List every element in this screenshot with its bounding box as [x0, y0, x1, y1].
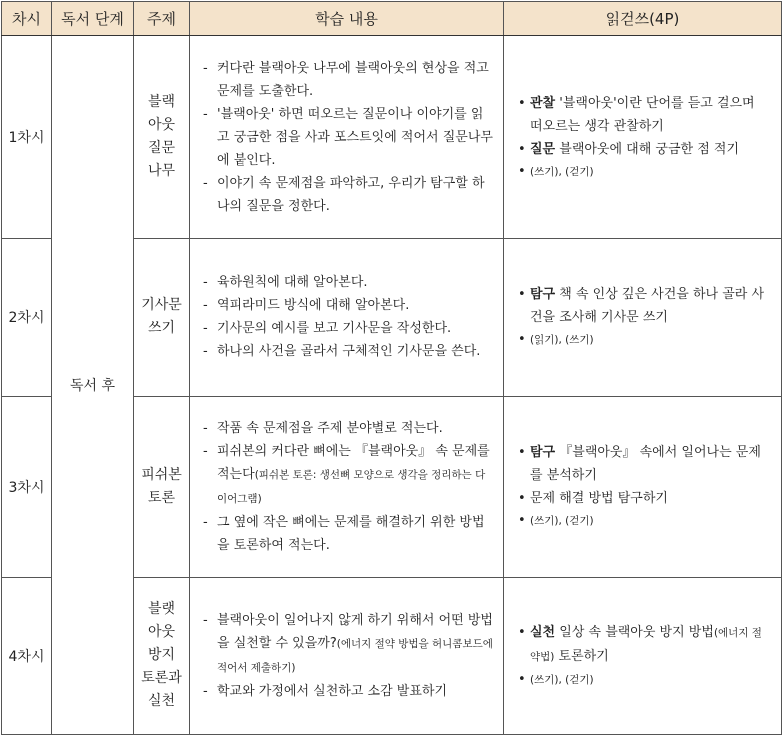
- topic-line: 토론: [147, 489, 176, 506]
- content-note: (에너지 절약 방법을 허니콤보드에 적어서 제출하기): [217, 637, 493, 674]
- content-text: 그 옆에 작은 뼈에는 문제를 해결하기 위한 방법을 토론하여 적는다.: [217, 514, 485, 553]
- content-item: [202, 172, 493, 218]
- content-text: 하나의 사건을 골라서 구체적인 기사문을 쓴다.: [217, 344, 481, 360]
- header-stage: 독서 단계: [52, 2, 134, 36]
- skill-cell: [504, 577, 782, 734]
- skill-item: [518, 92, 771, 138]
- session-cell: 3차시: [2, 396, 52, 577]
- content-text: 이야기 속 문제점을 파악하고, 우리가 탐구할 하나의 질문을 정한다.: [217, 175, 485, 214]
- skill-list: [518, 621, 771, 669]
- content-text: 학교와 가정에서 실천하고 소감 발표하기: [217, 683, 448, 699]
- content-text: 역피라미드 방식에 대해 알아본다.: [217, 298, 410, 314]
- content-item: [202, 340, 493, 363]
- lesson-plan-table: [1, 1, 782, 735]
- skill-cell: [504, 239, 782, 396]
- content-item: [202, 511, 493, 557]
- topic-line: 질문: [147, 140, 176, 157]
- content-item: [202, 271, 493, 294]
- header-skill: 읽걷쓰(4P): [504, 2, 782, 36]
- content-list: [202, 57, 493, 218]
- content-list: [202, 417, 493, 557]
- session-cell: 1차시: [2, 36, 52, 239]
- header-content: 학습 내용: [190, 2, 504, 36]
- skill-text: 블랙아웃에 대해 궁금한 점 적기: [555, 141, 740, 157]
- skill-list: [518, 92, 771, 161]
- skill-cell: [504, 36, 782, 239]
- skill-note: • (쓰기), (걷기): [518, 161, 771, 183]
- skill-item: [518, 138, 771, 161]
- session-cell: 4차시: [2, 577, 52, 734]
- header-topic: 주제: [134, 2, 190, 36]
- skill-item: [518, 621, 771, 669]
- skill-keyword: 실천: [530, 624, 556, 640]
- topic-line: 블랫: [147, 601, 176, 618]
- skill-note: • (읽기), (쓰기): [518, 329, 771, 351]
- skill-item: [518, 283, 771, 329]
- content-text: 커다란 블랙아웃 나무에 블랙아웃의 현상을 적고 문제를 도출한다.: [217, 60, 489, 99]
- content-item: [202, 57, 493, 103]
- skill-keyword: 탐구: [530, 287, 556, 303]
- content-item: [202, 680, 493, 703]
- skill-item: [518, 441, 771, 487]
- skill-note: • (쓰기), (걷기): [518, 669, 771, 691]
- content-text: 작품 속 문제점을 주제 분야별로 적는다.: [217, 420, 443, 436]
- skill-list: [518, 283, 771, 329]
- content-item: [202, 440, 493, 511]
- content-cell: [190, 36, 504, 239]
- skill-list: [518, 441, 771, 510]
- skill-text: 일상 속 블랙아웃 방지 방법: [555, 624, 714, 640]
- content-cell: [190, 239, 504, 396]
- topic-line: 아웃: [147, 624, 176, 641]
- topic-line: 나무: [147, 163, 176, 180]
- content-item: [202, 417, 493, 440]
- topic-line: 기사문: [141, 297, 182, 314]
- topic-cell: [134, 396, 190, 577]
- content-cell: [190, 577, 504, 734]
- topic-line: 실천: [147, 693, 176, 710]
- content-text: 피쉬본의 커다란 뼈에는 『블랙아웃』 속 문제를 적는다: [217, 443, 490, 482]
- header-session: 차시: [2, 2, 52, 36]
- topic-line: 아웃: [147, 117, 176, 134]
- content-cell: [190, 396, 504, 577]
- header-row: [2, 2, 782, 36]
- skill-small: (에너지 절약법): [530, 626, 762, 663]
- content-item: [202, 317, 493, 340]
- content-text: 육하원칙에 대해 알아본다.: [217, 275, 368, 291]
- content-item: [202, 294, 493, 317]
- content-list: [202, 271, 493, 363]
- topic-line: 피쉬본: [141, 466, 182, 483]
- skill-tail: 토론하기: [554, 648, 609, 664]
- content-text: '블랙아웃' 하면 떠오르는 질문이나 이야기를 읽고 궁금한 점을 사과 포스트잇에 적어서 질문나무에 붙인다.: [217, 106, 493, 168]
- content-text: 기사문의 예시를 보고 기사문을 작성한다.: [217, 321, 452, 337]
- content-item: [202, 103, 493, 172]
- content-list: [202, 609, 493, 703]
- table-row: [2, 36, 782, 239]
- skill-text: 책 속 인상 깊은 사건을 하나 골라 사건을 조사해 기사문 쓰기: [530, 287, 764, 326]
- content-text: 블랙아웃이 일어나지 않게 하기 위해서 어떤 방법을 실천할 수 있을까?: [217, 612, 493, 651]
- topic-line: 방지: [147, 647, 176, 664]
- skill-cell: [504, 396, 782, 577]
- content-item: [202, 609, 493, 680]
- topic-cell: [134, 577, 190, 734]
- session-cell: 2차시: [2, 239, 52, 396]
- stage-cell: 독서 후: [52, 36, 134, 735]
- topic-line: 블랙: [147, 94, 176, 111]
- skill-keyword: 탐구: [530, 445, 556, 461]
- content-note: (피쉬본 토론: 생선뼈 모양으로 생각을 정리하는 다이어그램): [217, 468, 486, 505]
- skill-note: • (쓰기), (걷기): [518, 510, 771, 532]
- skill-text: 『블랙아웃』 속에서 일어나는 문제를 분석하기: [530, 445, 761, 484]
- skill-text: 문제 해결 방법 탐구하기: [530, 491, 668, 507]
- skill-item: [518, 487, 771, 510]
- topic-cell: [134, 239, 190, 396]
- skill-keyword: 질문: [530, 141, 556, 157]
- topic-cell: [134, 36, 190, 239]
- skill-text: '블랙아웃'이란 단어를 듣고 걸으며 떠오르는 생각 관찰하기: [530, 95, 755, 134]
- topic-line: 쓰기: [147, 320, 176, 337]
- topic-line: 토론과: [141, 670, 182, 687]
- skill-keyword: 관찰: [530, 95, 556, 111]
